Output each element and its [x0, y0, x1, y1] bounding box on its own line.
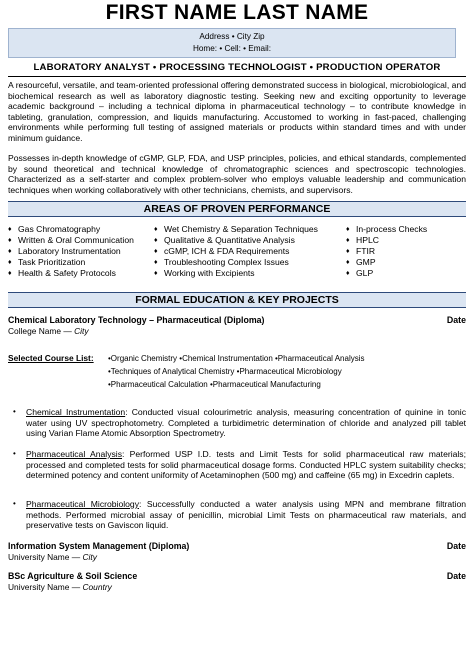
diamond-bullet-icon: ♦: [8, 237, 12, 244]
degree-date-2: Date: [446, 541, 466, 551]
diamond-bullet-icon: ♦: [154, 237, 158, 244]
project-name: Pharmaceutical Analysis: [26, 449, 123, 459]
contact-address: Address • City Zip: [199, 32, 265, 41]
project-item: [26, 449, 466, 481]
skill-item: ♦ Troubleshooting Complex Issues: [154, 257, 289, 267]
skill-item: ♦ In-process Checks: [346, 224, 428, 234]
project-item: [26, 499, 466, 531]
professional-headline: LABORATORY ANALYST • PROCESSING TECHNOLOGIST • PRODUCTION OPERATOR: [33, 62, 441, 73]
course-list-line: •Techniques of Analytical Chemistry •Pharmaceutical Microbiology: [108, 367, 342, 376]
contact-phone-email: Home: • Cell: • Email:: [192, 44, 272, 53]
project-bullet-icon: •: [13, 407, 16, 416]
degree-school-3: University Name — Country: [8, 582, 112, 592]
candidate-name: FIRST NAME LAST NAME: [105, 1, 369, 24]
diamond-bullet-icon: ♦: [154, 248, 158, 255]
section-header-performance: [8, 201, 466, 217]
diamond-bullet-icon: ♦: [346, 259, 350, 266]
skill-item: ♦ Laboratory Instrumentation: [8, 246, 121, 256]
summary-paragraph-2: Possesses in-depth knowledge of cGMP, GLP, FDA, and USP principles, policies, and ethical standards, complemented by sound theoretical and technical knowledge of chromatographic sciences and spectroscopic technologies. Characterized as a self-starter and complex problem-solver who employs valuable leadership and communication techniques when working collaboratively with other technicians, chemists, and supervisors.: [8, 153, 466, 195]
degree-title-3: BSc Agriculture & Soil Science: [8, 571, 138, 581]
degree-school-1: College Name — City: [8, 326, 89, 336]
skill-item: ♦ Written & Oral Communication: [8, 235, 134, 245]
diamond-bullet-icon: ♦: [154, 270, 158, 277]
skill-item: ♦ Qualitative & Quantitative Analysis: [154, 235, 295, 245]
diamond-bullet-icon: ♦: [346, 237, 350, 244]
project-bullet-icon: •: [13, 449, 16, 458]
project-bullet-icon: •: [13, 499, 16, 508]
skill-item: ♦ Working with Excipients: [154, 268, 255, 278]
degree-title-1: Chemical Laboratory Technology – Pharmaceutical (Diploma): [8, 315, 265, 325]
skill-item: ♦ GLP: [346, 268, 374, 278]
headline-divider: [8, 76, 466, 77]
skill-item: ♦ FTIR: [346, 246, 376, 256]
degree-date-3: Date: [446, 571, 466, 581]
project-description: : Performed USP I.D. tests and Limit Tests for solid pharmaceutical raw materials; processed and completed tests for solid pharmaceutical dosage forms. Conducted HPLC system suitability checks; determined potency and content uniformity of Acetaminophen (500 mg) and caffeine (65 mg) in Excedrin caplets.: [26, 449, 466, 480]
degree-date-1: Date: [446, 315, 466, 325]
diamond-bullet-icon: ♦: [8, 226, 12, 233]
degree-school-2: University Name — City: [8, 552, 97, 562]
diamond-bullet-icon: ♦: [346, 248, 350, 255]
diamond-bullet-icon: ♦: [8, 248, 12, 255]
section-title-performance: AREAS OF PROVEN PERFORMANCE: [143, 203, 331, 215]
diamond-bullet-icon: ♦: [154, 259, 158, 266]
degree-title-2: Information System Management (Diploma): [8, 541, 190, 551]
contact-box: [8, 28, 456, 58]
course-list-label: Selected Course List:: [8, 353, 94, 363]
course-list-line: •Pharmaceutical Calculation •Pharmaceutical Manufacturing: [108, 380, 321, 389]
diamond-bullet-icon: ♦: [8, 259, 12, 266]
section-header-education: [8, 292, 466, 308]
project-name: Chemical Instrumentation: [26, 407, 126, 417]
project-item: [26, 407, 466, 439]
skill-item: ♦ Wet Chemistry & Separation Techniques: [154, 224, 318, 234]
skill-item: ♦ GMP: [346, 257, 376, 267]
project-description: : Successfully conducted a water analysis using MPN and membrane filtration methods. Performed microbial assay of penicillin, microbial Limit Tests on pharmaceutical raw materials, and preservative tests on Gaviscon liquid.: [26, 499, 467, 530]
diamond-bullet-icon: ♦: [154, 226, 158, 233]
skills-column-3: [346, 224, 427, 279]
diamond-bullet-icon: ♦: [8, 270, 12, 277]
skills-column-2: [154, 224, 318, 279]
project-name: Pharmaceutical Microbiology: [26, 499, 139, 509]
skill-item: ♦ Task Prioritization: [8, 257, 86, 267]
course-list-line: •Organic Chemistry •Chemical Instrumentation •Pharmaceutical Analysis: [108, 354, 365, 363]
skill-item: ♦ cGMP, ICH & FDA Requirements: [154, 246, 290, 256]
summary-paragraph-1: A resourceful, versatile, and team-oriented professional offering demonstrated success in biological, microbiological, and biochemical research as well as laboratory diagnostic testing. Seeking new and exciting opportunity to leverage academic background – including a technical diploma in pharmaceutical technology – to contribute knowledge in tableting, granulation, compression, and liquids manufacturing. Accustomed to working in fast-paced, challenging environments while performing full testing of assigned materials or products within standard times and with under minimum guidance.: [8, 80, 466, 143]
section-title-education: FORMAL EDUCATION & KEY PROJECTS: [135, 294, 339, 306]
skills-column-1: [8, 224, 134, 279]
diamond-bullet-icon: ♦: [346, 270, 350, 277]
project-description: : Conducted visual colourimetric analysis, measuring concentration of quinine in tonic water using UV spectrophotometry. Completed a turbidimetric determination of chloride and analyzed pill tablet using Varian Flame Atomic Absorption Spectrometry.: [26, 407, 466, 438]
diamond-bullet-icon: ♦: [346, 226, 350, 233]
skill-item: ♦ Gas Chromatography: [8, 224, 101, 234]
skill-item: ♦ Health & Safety Protocols: [8, 268, 116, 278]
skill-item: ♦ HPLC: [346, 235, 379, 245]
